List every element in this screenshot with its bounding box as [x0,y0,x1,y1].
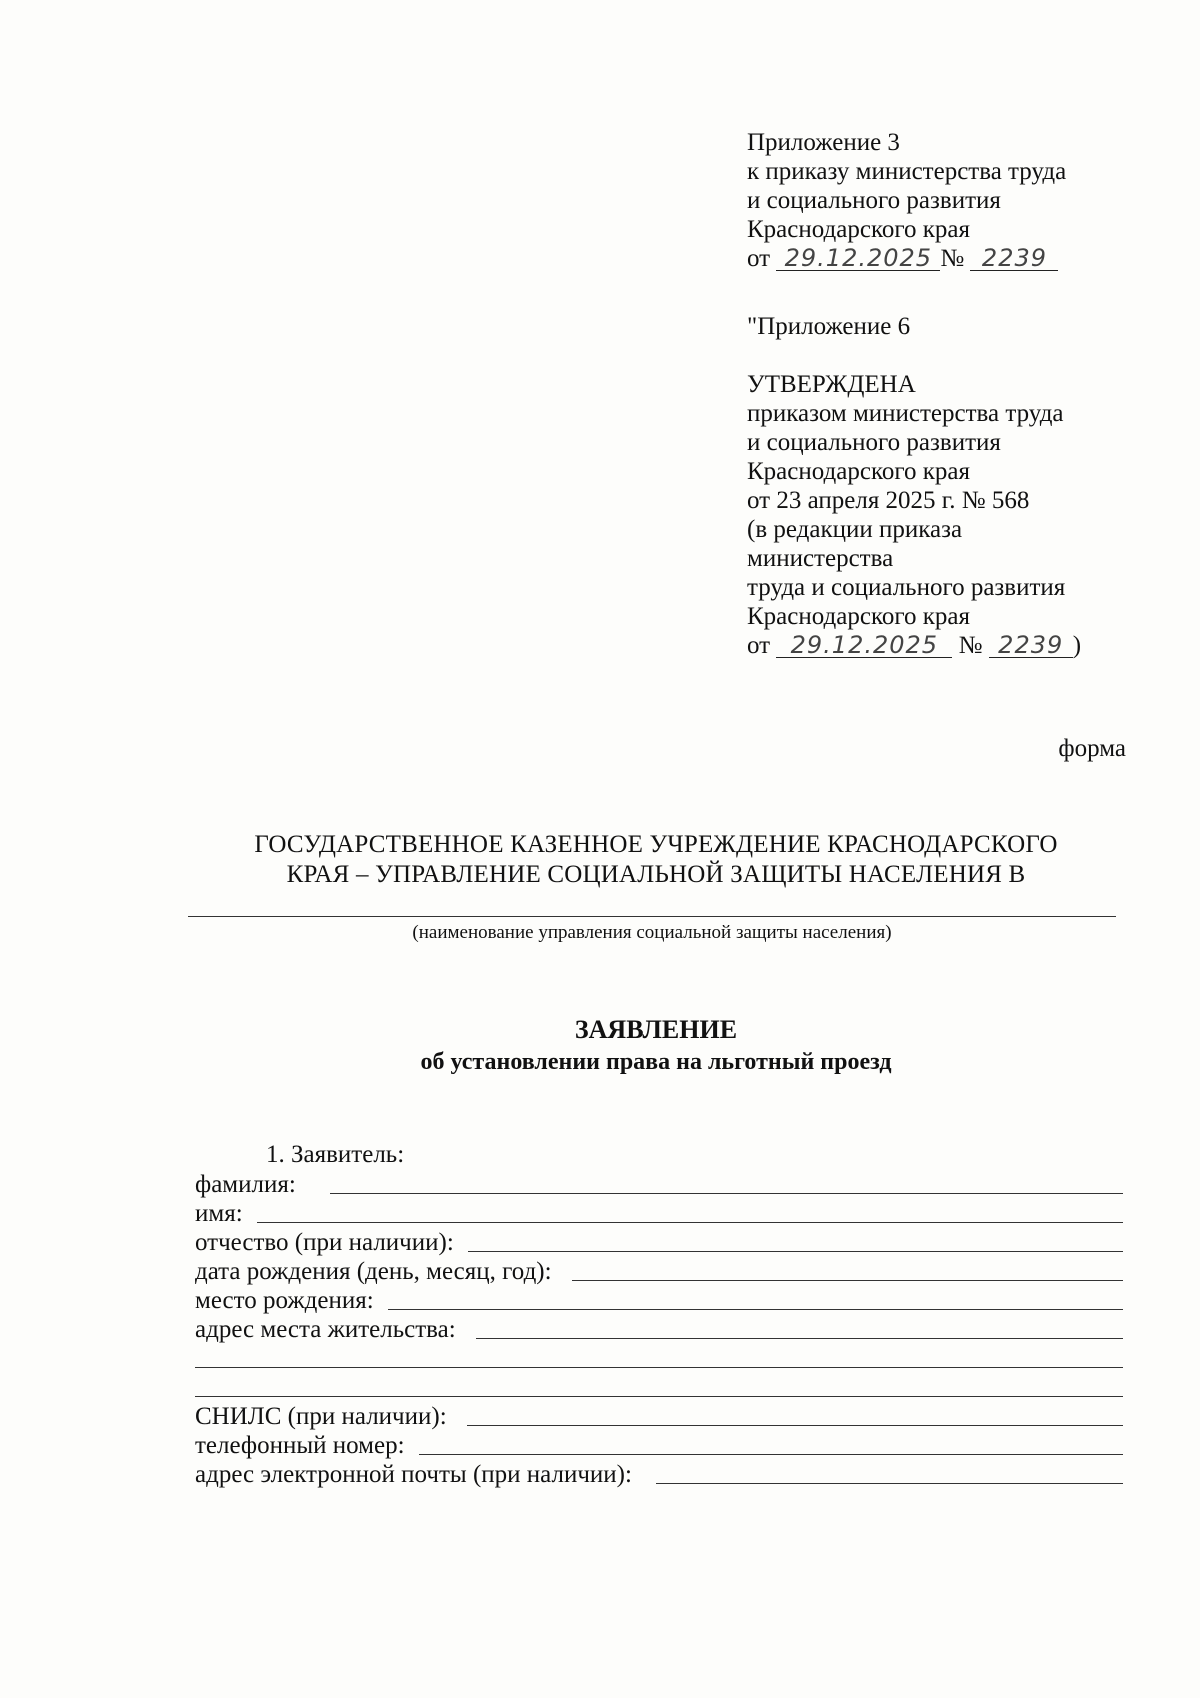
form-label: форма [1058,735,1126,762]
birth-place-field[interactable] [388,1309,1123,1310]
organization-caption: (наименование управления социальной защиты населения) [412,922,892,943]
snils-field[interactable] [467,1425,1123,1426]
address-continuation-row [195,1344,1123,1373]
email-row [195,1460,1123,1489]
organization-line: КРАЯ – УПРАВЛЕНИЕ СОЦИАЛЬНОЙ ЗАЩИТЫ НАСЕЛЕНИЯ В [286,861,1026,888]
approval-block [747,370,1081,660]
appendix-3-block [747,128,1066,273]
appendix-line: Краснодарского края [747,216,970,243]
handwritten-number: 2239 [989,633,1073,658]
number-sign: № [958,632,983,659]
address-label: адрес места жительства: [195,1316,456,1343]
approval-line: Краснодарского края [747,458,970,485]
birth-date-label: дата рождения (день, месяц, год): [195,1258,552,1285]
from-prefix: от [747,245,771,272]
handwritten-date: 29.12.2025 [776,246,940,271]
handwritten-date: 29.12.2025 [776,633,952,658]
birth-place-label: место рождения: [195,1287,374,1314]
appendix-line: Приложение 3 [747,129,900,156]
birth-date-row [195,1257,1123,1286]
patronymic-row [195,1228,1123,1257]
phone-field[interactable] [419,1454,1123,1455]
document-title: ЗАЯВЛЕНИЕ [574,1015,738,1044]
phone-row [195,1431,1123,1460]
approval-line: министерства [747,545,894,572]
surname-field[interactable] [330,1193,1123,1194]
address-field[interactable] [476,1338,1123,1339]
organization-line: ГОСУДАРСТВЕННОЕ КАЗЕННОЕ УЧРЕЖДЕНИЕ КРАСНОДАРСКОГО [254,831,1058,858]
appendix-6-label: "Приложение 6 [747,313,911,340]
address-continuation-row [195,1373,1123,1402]
approval-line: труда и социального развития [747,574,1066,601]
organization-fill-line[interactable] [188,916,1116,917]
approval-line: Краснодарского края [747,603,970,630]
patronymic-field[interactable] [468,1251,1123,1252]
closing-paren: ) [1072,632,1082,659]
approval-title: УТВЕРЖДЕНА [747,371,916,398]
snils-label: СНИЛС (при наличии): [195,1403,447,1430]
birth-place-row [195,1286,1123,1315]
approval-line: (в редакции приказа [747,516,963,543]
surname-row [195,1170,1123,1199]
approval-line: приказом министерства труда [747,400,1064,427]
patronymic-label: отчество (при наличии): [195,1229,454,1256]
applicant-form [195,1140,1123,1489]
email-field[interactable] [656,1483,1123,1484]
approval-line: и социального развития [747,429,1001,456]
snils-row [195,1402,1123,1431]
approval-date-line [747,631,1081,660]
address-field-line-2[interactable] [195,1367,1123,1368]
birth-date-field[interactable] [572,1280,1123,1281]
applicant-heading: 1. Заявитель: [266,1141,405,1168]
name-field[interactable] [257,1222,1123,1223]
appendix-line: и социального развития [747,187,1001,214]
handwritten-number: 2239 [970,246,1058,271]
surname-label: фамилия: [195,1171,296,1198]
phone-label: телефонный номер: [195,1432,405,1459]
appendix-date-line [747,244,1066,273]
address-field-line-3[interactable] [195,1396,1123,1397]
name-row [195,1199,1123,1228]
email-label: адрес электронной почты (при наличии): [195,1461,632,1488]
from-prefix: от [747,632,771,659]
approval-line: от 23 апреля 2025 г. № 568 [747,487,1030,514]
address-row [195,1315,1123,1344]
number-sign: № [940,245,965,272]
name-label: имя: [195,1200,243,1227]
organization-name [188,830,1124,890]
document-subtitle: об установлении права на льготный проезд [420,1049,892,1075]
appendix-line: к приказу министерства труда [747,158,1067,185]
